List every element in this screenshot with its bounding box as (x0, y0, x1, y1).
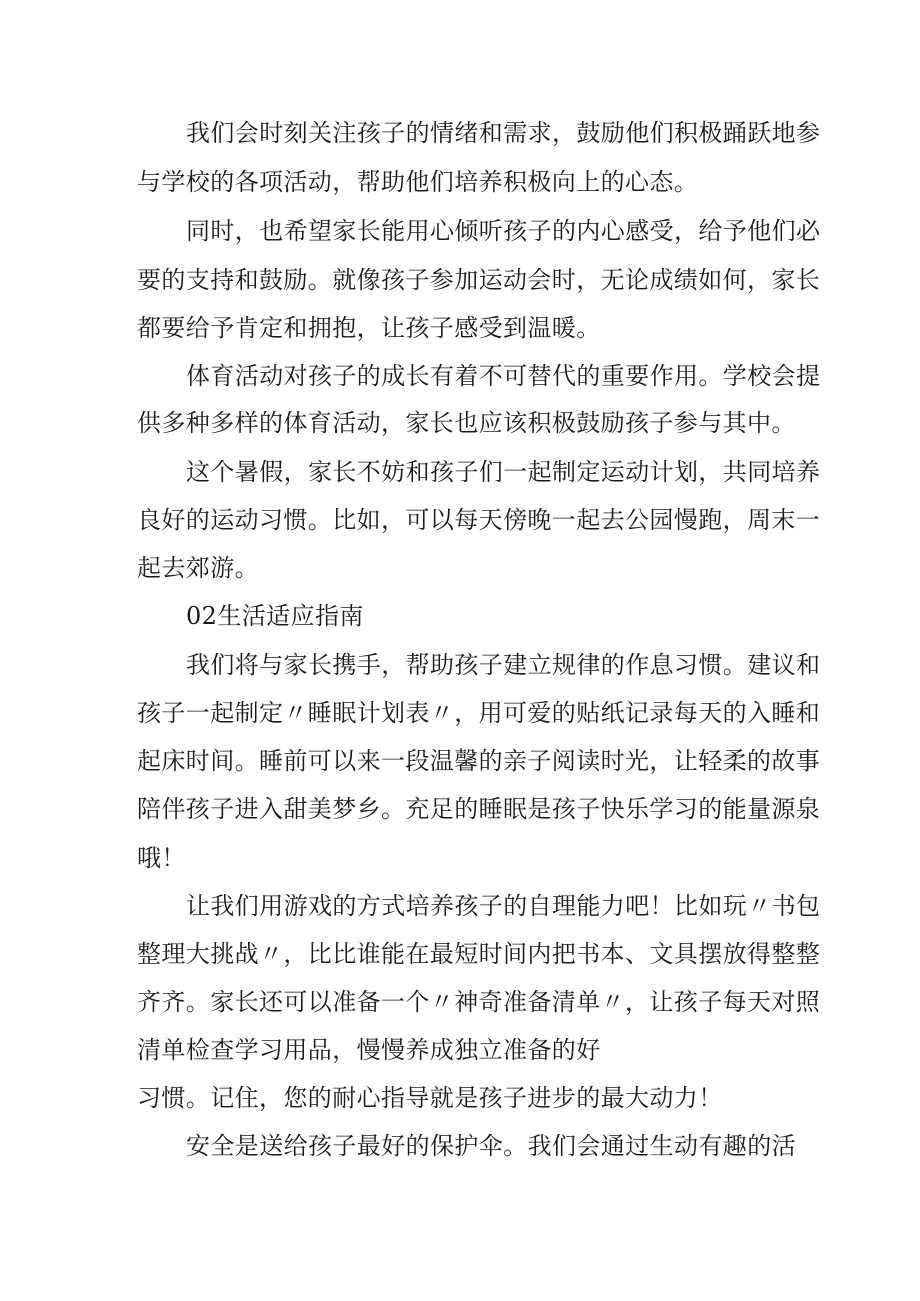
paragraph-line: 陪伴孩子进入甜美梦乡。充足的睡眠是孩子快乐学习的能量源泉 (137, 795, 821, 823)
section-heading: 02生活适应指南 (186, 602, 364, 630)
paragraph-line: 我们会时刻关注孩子的情绪和需求，鼓励他们积极踊跃地参 (186, 119, 821, 147)
paragraph-line: 安全是送给孩子最好的保护伞。我们会通过生动有趣的活 (186, 1132, 796, 1160)
paragraph-line: 良好的运动习惯。比如，可以每天傍晚一起去公园慢跑，周末一 (137, 506, 821, 534)
paragraph-line: 整理大挑战〃，比比谁能在最短时间内把书本、文具摆放得整整 (137, 940, 821, 968)
paragraph-line: 要的支持和鼓励。就像孩子参加运动会时，无论成绩如何，家长 (137, 266, 821, 294)
paragraph-line: 与学校的各项活动，帮助他们培养积极向上的心态。 (137, 168, 699, 196)
paragraph-line: 起去郊游。 (137, 554, 259, 582)
paragraph-line: 清单检查学习用品，慢慢养成独立准备的好 (137, 1036, 601, 1064)
paragraph-line: 体育活动对孩子的成长有着不可替代的重要作用。学校会提 (186, 362, 821, 390)
paragraph-line: 孩子一起制定〃睡眠计划表〃，用可爱的贴纸记录每天的入睡和 (137, 699, 821, 727)
paragraph-line: 让我们用游戏的方式培养孩子的自理能力吧！比如玩〃书包 (186, 892, 821, 920)
paragraph-line: 同时，也希望家长能用心倾听孩子的内心感受，给予他们必 (186, 217, 821, 245)
paragraph-line: 起床时间。睡前可以来一段温馨的亲子阅读时光，让轻柔的故事 (137, 747, 821, 775)
paragraph-line: 供多种多样的体育活动，家长也应该积极鼓励孩子参与其中。 (137, 409, 796, 437)
paragraph-line: 习惯。记住，您的耐心指导就是孩子进步的最大动力！ (137, 1084, 723, 1112)
paragraph-line: 都要给予肯定和拥抱，让孩子感受到温暖。 (137, 314, 601, 342)
paragraph-line: 这个暑假，家长不妨和孩子们一起制定运动计划，共同培养 (186, 458, 821, 486)
paragraph-line: 齐齐。家长还可以准备一个〃神奇准备清单〃，让孩子每天对照 (137, 988, 821, 1016)
paragraph-line: 我们将与家长携手，帮助孩子建立规律的作息习惯。建议和 (186, 651, 821, 679)
paragraph-line: 哦！ (137, 844, 186, 872)
